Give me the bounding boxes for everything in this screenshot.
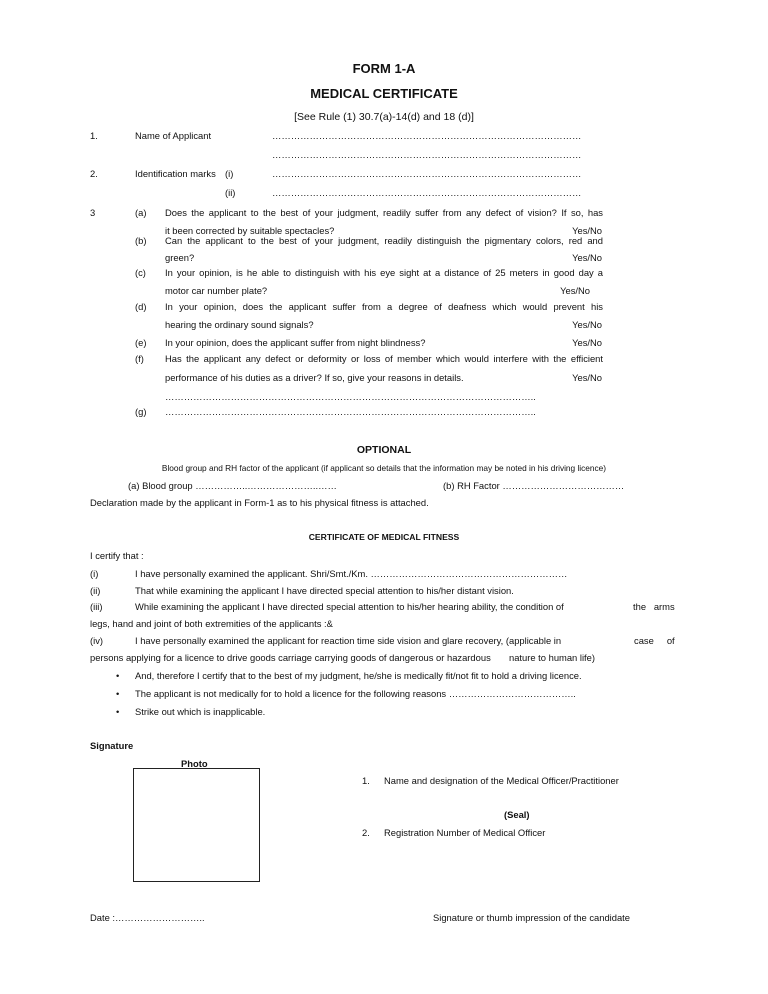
photo-box[interactable] bbox=[133, 768, 260, 882]
certify-intro: I certify that : bbox=[90, 550, 144, 561]
signature-label: Signature bbox=[90, 740, 134, 751]
question-letter: (d) bbox=[135, 301, 147, 312]
point-text: While examining the applicant I have directed special attention to his/her hearing ability, the condition of bbox=[135, 601, 564, 612]
form-subtitle: MEDICAL CERTIFICATE bbox=[310, 86, 458, 101]
photo-label: Photo bbox=[181, 758, 208, 769]
question-letter: (c) bbox=[135, 267, 146, 278]
reasons-field[interactable]: ……………………………………………………………………………………………………….. bbox=[165, 391, 536, 402]
question-text: performance of his duties as a driver? If so, give your reasons in details. bbox=[165, 372, 464, 383]
certificate-heading: CERTIFICATE OF MEDICAL FITNESS bbox=[308, 532, 460, 542]
point-text: That while examining the applicant I have directed special attention to his/her distant vision. bbox=[135, 585, 514, 596]
question-letter: (g) bbox=[135, 406, 147, 417]
id-mark-ii-label: (ii) bbox=[225, 187, 236, 198]
bullet-text: And, therefore I certify that to the best of my judgment, he/she is medically fit/not fit to hold a driving licence. bbox=[135, 670, 582, 681]
question-text: green? bbox=[165, 252, 195, 263]
yes-no-answer[interactable]: Yes/No bbox=[560, 285, 590, 296]
candidate-signature-label: Signature or thumb impression of the candidate bbox=[433, 912, 630, 923]
id-mark-ii-field[interactable]: ……………………………………………………………………………………… bbox=[272, 187, 582, 198]
item-number: 2. bbox=[90, 168, 98, 179]
id-mark-i-field[interactable]: ……………………………………………………………………………………… bbox=[272, 168, 582, 179]
point-text-cont: persons applying for a licence to drive goods carriage carrying goods of dangerous or hazardous nature to human life) bbox=[90, 652, 595, 663]
question-text: Can the applicant to the best of your judgment, readily distinguish the pigmentary colors, red and bbox=[165, 235, 603, 246]
yes-no-answer[interactable]: Yes/No bbox=[572, 337, 602, 348]
point-number: (iii) bbox=[90, 601, 103, 612]
question-letter: (f) bbox=[135, 353, 144, 364]
point-text-tail: the arms bbox=[633, 601, 675, 612]
rule-reference: [See Rule (1) 30.7(a)-14(d) and 18 (d)] bbox=[294, 111, 474, 123]
seal-label: (Seal) bbox=[504, 809, 530, 820]
question-g-field[interactable]: ……………………………………………………………………………………………………….. bbox=[165, 406, 536, 417]
optional-heading: OPTIONAL bbox=[356, 444, 412, 456]
registration-label: Registration Number of Medical Officer bbox=[384, 827, 546, 838]
yes-no-answer[interactable]: Yes/No bbox=[572, 225, 602, 236]
question-text: motor car number plate? bbox=[165, 285, 268, 296]
question-text: it been corrected by suitable spectacles? bbox=[165, 225, 335, 236]
question-letter: (e) bbox=[135, 337, 147, 348]
question-text: Does the applicant to the best of your judgment, readily suffer from any defect of vision? If so, has bbox=[165, 207, 603, 218]
question-text: Has the applicant any defect or deformity or loss of member which would interfere with the efficient bbox=[165, 353, 603, 364]
form-title: FORM 1-A bbox=[352, 61, 416, 76]
question-letter: (b) bbox=[135, 235, 147, 246]
date-field[interactable]: Date :……………………….. bbox=[90, 912, 205, 923]
point-text-tail: case of bbox=[634, 635, 675, 646]
point-number: (ii) bbox=[90, 585, 101, 596]
item-number: 1. bbox=[90, 130, 98, 141]
question-text: hearing the ordinary sound signals? bbox=[165, 319, 314, 330]
identification-label: Identification marks bbox=[135, 168, 216, 179]
point-number: (i) bbox=[90, 568, 99, 579]
list-number: 2. bbox=[362, 827, 370, 838]
question-letter: (a) bbox=[135, 207, 147, 218]
blood-group-field[interactable]: (a) Blood group ……………..…………………..…… bbox=[128, 480, 337, 491]
point-number: (iv) bbox=[90, 635, 104, 646]
declaration-text: Declaration made by the applicant in Form-1 as to his physical fitness is attached. bbox=[90, 497, 429, 508]
item-number: 3 bbox=[90, 207, 96, 218]
bullet-text: The applicant is not medically for to hold a licence for the following reasons ………………………………….. bbox=[135, 688, 576, 699]
name-label: Name of Applicant bbox=[135, 130, 212, 141]
yes-no-answer[interactable]: Yes/No bbox=[572, 319, 602, 330]
point-text: I have personally examined the applicant for reaction time side vision and glare recovery, (applicable in bbox=[135, 635, 562, 646]
bullet-text: Strike out which is inapplicable. bbox=[135, 706, 266, 717]
name-field-line2[interactable]: ……………………………………………………………………………………… bbox=[272, 149, 582, 160]
question-text: In your opinion, does the applicant suffer from a degree of deafness which would prevent his bbox=[165, 301, 603, 312]
optional-intro: Blood group and RH factor of the applicant (if applicant so details that the information may be noted in his driving licence) bbox=[161, 463, 607, 473]
id-mark-i-label: (i) bbox=[225, 168, 234, 179]
list-number: 1. bbox=[362, 775, 370, 786]
officer-name-label: Name and designation of the Medical Officer/Practitioner bbox=[384, 775, 619, 786]
question-text: In your opinion, does the applicant suffer from night blindness? bbox=[165, 337, 426, 348]
bullet-icon: • bbox=[116, 688, 120, 699]
rh-factor-field[interactable]: (b) RH Factor ………………………………… bbox=[443, 480, 625, 491]
bullet-icon: • bbox=[116, 670, 120, 681]
question-text: In your opinion, is he able to distinguish with his eye sight at a distance of 25 meters in good day a bbox=[165, 267, 603, 278]
yes-no-answer[interactable]: Yes/No bbox=[572, 252, 602, 263]
point-text: I have personally examined the applicant. Shri/Smt./Km. ……………………………………………………… bbox=[135, 568, 568, 579]
name-field[interactable]: ……………………………………………………………………………………… bbox=[272, 130, 582, 141]
yes-no-answer[interactable]: Yes/No bbox=[572, 372, 602, 383]
bullet-icon: • bbox=[116, 706, 120, 717]
point-text-cont: legs, hand and joint of both extremities of the applicants :& bbox=[90, 618, 333, 629]
